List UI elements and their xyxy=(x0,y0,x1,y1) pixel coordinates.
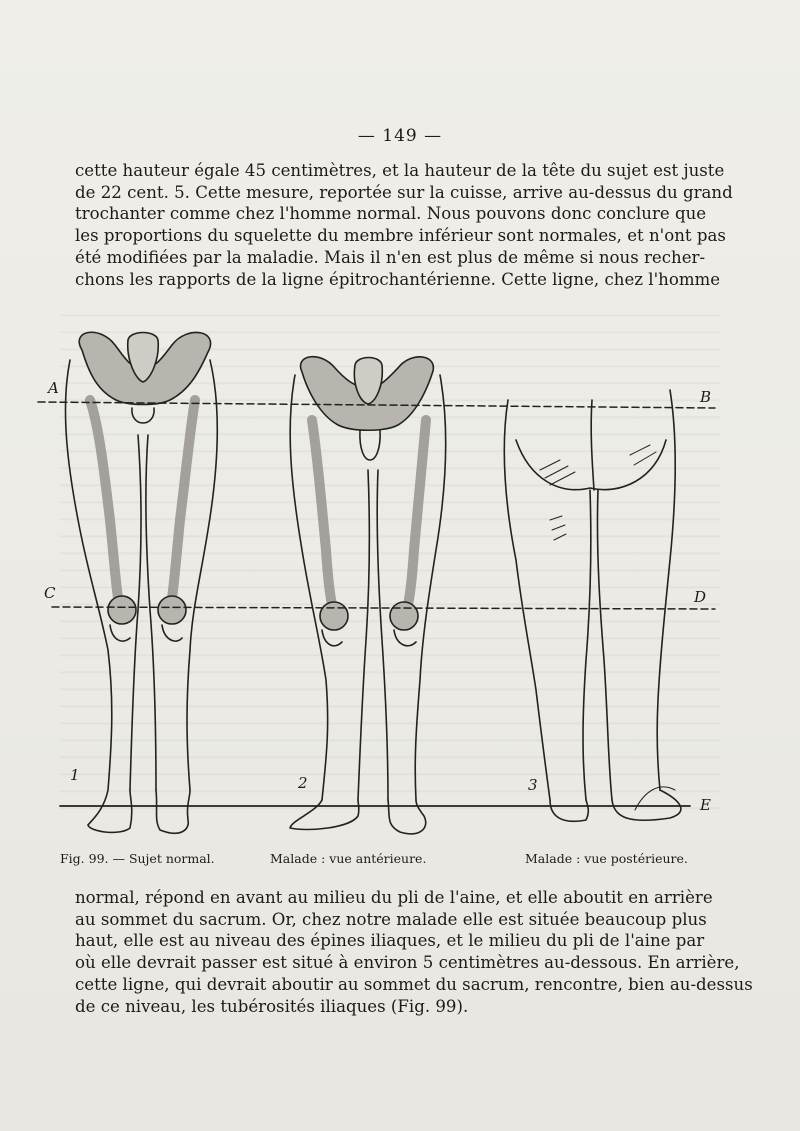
text-line: cette ligne, qui devrait aboutir au sommet du sacrum, rencontre, bien au-dessus xyxy=(75,974,753,994)
figure-normal-subject xyxy=(65,332,217,833)
text-line: trochanter comme chez l'homme normal. Nous pouvons donc conclure que xyxy=(75,204,707,224)
text-line: les proportions du squelette du membre inférieur sont normales, et n'ont pas xyxy=(75,226,726,246)
text-line: haut, elle est au niveau des épines iliaques, et le milieu du pli de l'aine par xyxy=(75,931,705,951)
figure-caption: Fig. 99. — Sujet normal. xyxy=(60,851,215,866)
label-a: A xyxy=(48,379,59,397)
text-line: de ce niveau, les tubérosités iliaques (Fig. 99). xyxy=(75,996,469,1016)
caption-anterior-view: Malade : vue antérieure. xyxy=(270,851,427,866)
figure-patient-anterior xyxy=(290,357,446,834)
text-line: chons les rapports de la ligne épitrochantérienne. Cette ligne, chez l'homme xyxy=(75,269,721,289)
line-c-d xyxy=(52,607,715,609)
text-line: été modifiées par la maladie. Mais il n'en est plus de même si nous recher- xyxy=(75,247,706,267)
paragraph-top xyxy=(75,160,733,290)
paragraph-bottom xyxy=(75,887,753,1017)
label-d: D xyxy=(694,588,707,606)
text-line: normal, répond en avant au milieu du pli de l'aine, et elle aboutit en arrière xyxy=(75,888,713,907)
text-line: au sommet du sacrum. Or, chez notre malade elle est située beaucoup plus xyxy=(75,909,707,929)
page-number: — 149 — xyxy=(357,126,443,146)
caption-posterior-view: Malade : vue postérieure. xyxy=(525,851,688,866)
panel-number-3: 3 xyxy=(528,776,538,794)
text-line: où elle devrait passer est situé à environ 5 centimètres au-dessous. En arrière, xyxy=(75,953,740,973)
figure-patient-posterior xyxy=(504,390,681,821)
label-c: C xyxy=(44,584,56,602)
text-line: cette hauteur égale 45 centimètres, et la hauteur de la tête du sujet est juste xyxy=(75,161,725,180)
label-b: B xyxy=(700,388,712,406)
panel-number-1: 1 xyxy=(70,766,80,784)
text-line: de 22 cent. 5. Cette mesure, reportée sur la cuisse, arrive au-dessus du grand xyxy=(75,182,733,202)
panel-number-2: 2 xyxy=(298,774,308,792)
anatomical-figure xyxy=(30,320,730,840)
label-e: E xyxy=(700,796,711,814)
